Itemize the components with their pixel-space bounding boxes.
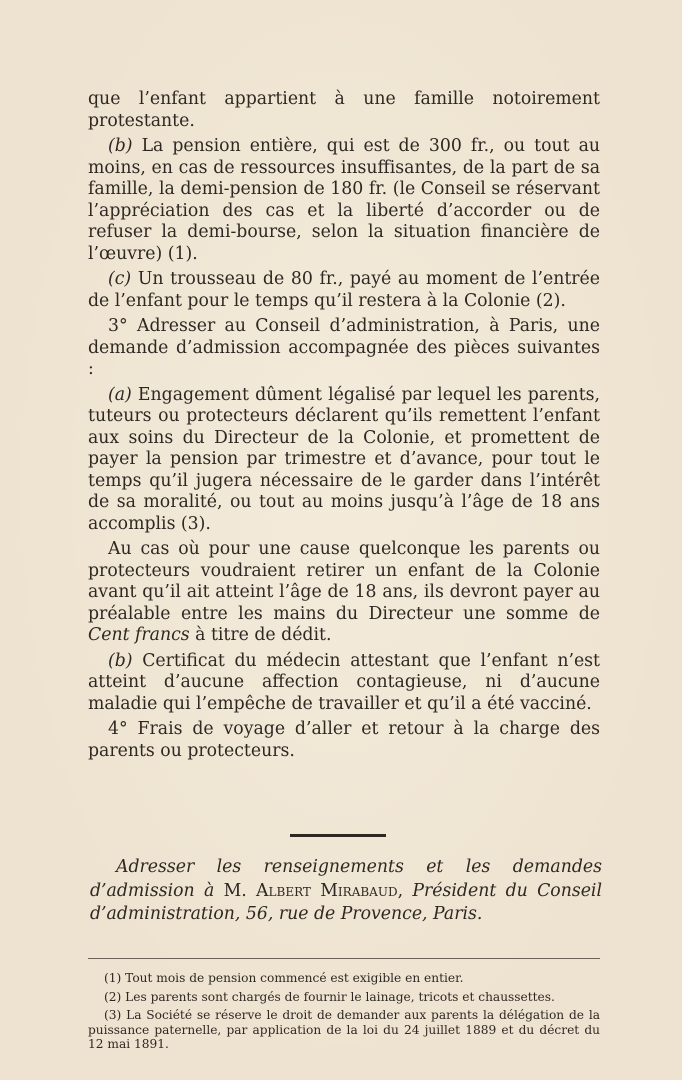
paragraph-demande: 3° Adresser au Conseil d’administration, à Paris, une demande d’admission accompagnée des pièces suivantes :	[88, 316, 600, 379]
footnote: (3) La Société se réserve le droit de demander aux parents la délégation de la puissance paternelle, par application de la loi du 24 juillet 1889 et du décret du 12 mai 1891.	[88, 1008, 600, 1051]
footnote: (2) Les parents sont chargés de fournir le lainage, tricots et chaussettes.	[104, 989, 555, 1004]
item-letter: (b)	[108, 136, 133, 156]
paragraph-text: La pension entière, qui est de 300 fr., ou tout au moins, en cas de ressources insuffisantes, de la part de sa famille, la demi-pension de 180 fr. (le Conseil se réservant l’appréciation des cas et la liberté d’accorder ou de refuser la demi-bourse, selon la situation financière de l’œuvre) (1).	[88, 136, 600, 264]
paragraph-text: Engagement dûment légalisé par lequel les parents, tuteurs ou protecteurs déclarent qu’ils remettent l’enfant aux soins du Directeur de la Colonie, et promettent de payer la pension par trimestre et d’avance, pour tout le temps qu’il jugera nécessaire de le garder dans l’intérêt de sa moralité, ou tout au moins jusqu’à l’âge de 18 ans accomplis (3).	[88, 384, 600, 534]
item-letter: (c)	[108, 269, 132, 289]
body-text	[88, 89, 600, 762]
address-tail: Président du Conseil d’administration, 56, rue de Provence, Paris.	[90, 880, 602, 924]
footnote: (1) Tout mois de pension commencé est exigible en entier.	[104, 971, 464, 985]
paragraph-text: à titre de dédit.	[195, 625, 332, 645]
item-letter: (b)	[108, 650, 133, 671]
address-block	[90, 856, 602, 927]
paragraph-text: Au cas où pour une cause quelconque les parents ou protecteurs voudraient retirer un enfant de la Colonie avant qu’il ait atteint l’âge de 18 ans, ils devront payer au préalable entre les mains du Directeur une somme de	[88, 539, 600, 624]
paragraph-dedit	[88, 539, 600, 647]
emphasis-text: Cent francs	[88, 625, 190, 645]
paragraph-continuation: que l’enfant appartient à une famille notoirement protestante.	[88, 89, 600, 131]
section-divider	[290, 834, 386, 837]
paragraph-text: Certificat du médecin attestant que l’enfant n’est atteint d’aucune affection contagieuse, ni d’aucune maladie qui l’empêche de travailler et qu’il a été vacciné.	[88, 650, 600, 714]
address-name: M. Albert Mirabaud,	[223, 880, 404, 901]
paragraph-engagement	[88, 385, 600, 536]
item-letter: (a)	[108, 384, 132, 405]
footnotes	[88, 971, 600, 1056]
address-lead: Adresser les renseignements et les demandes d’admission à	[90, 857, 602, 901]
paragraph-text: Un trousseau de 80 fr., payé au moment de l’entrée de l’enfant pour le temps qu’il restera à la Colonie (2).	[88, 269, 600, 311]
footnote-divider	[88, 958, 600, 959]
paragraph-trousseau	[88, 269, 600, 312]
paragraph-certificat	[88, 651, 600, 716]
paragraph-frais: 4° Frais de voyage d’aller et retour à la charge des parents ou protecteurs.	[88, 719, 600, 761]
paragraph-pension	[88, 136, 600, 265]
